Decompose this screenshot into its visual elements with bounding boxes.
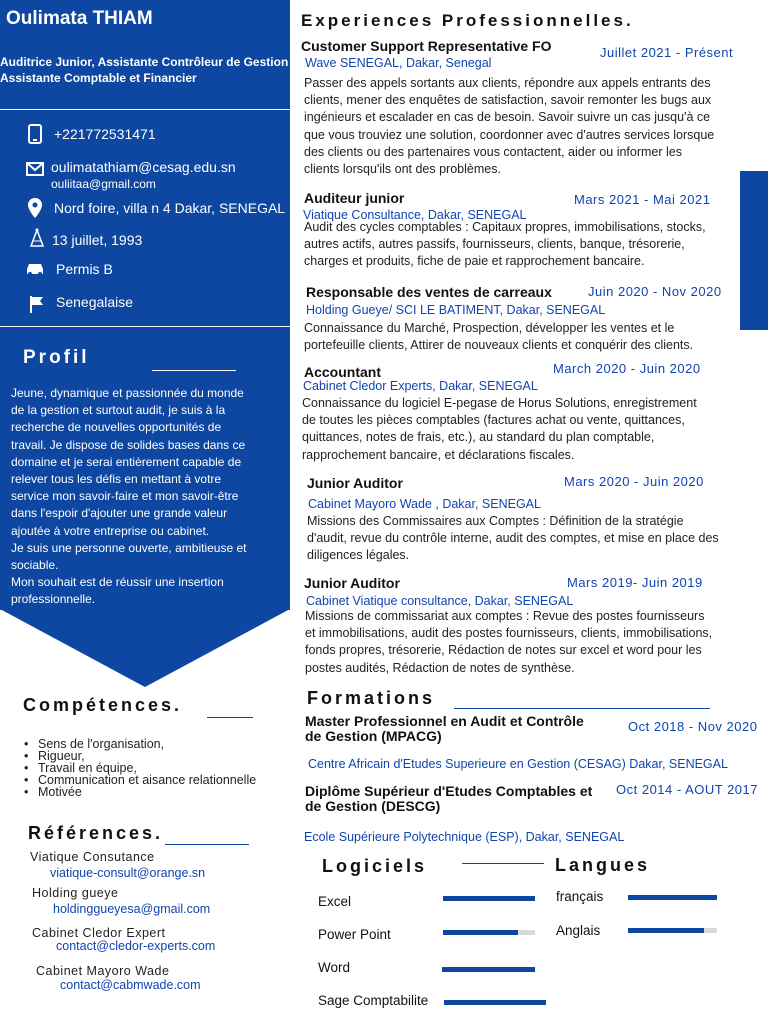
candidate-name: Oulimata THIAM (6, 8, 153, 29)
job-organization: Cabinet Cledor Experts, Dakar, SENEGAL (303, 379, 538, 393)
references-heading-underline (165, 844, 249, 845)
language-level-fill (628, 928, 704, 933)
job-description: Audit des cycles comptables : Capitaux propres, immobilisations, stocks, autres actifs, autres passifs, fournisseurs, clients, banque, trésorerie, charges et produits, fiche de paie et rapprochement bancaire. (304, 220, 706, 269)
candidate-subtitle (0, 54, 292, 86)
job-description: Connaissance du logiciel E-pegase de Horus Solutions, enregistrement de toutes les pièces comptables (factures achat ou vente, quittances, quittances, notes de frais, etc.), au standard du plan comptable, rapprochement bancaire, et déclarations fiscales. (302, 396, 697, 462)
software-level-bar (443, 930, 535, 935)
software-name: Sage Comptabilite (318, 993, 429, 1008)
skills-list (38, 738, 256, 798)
education-heading-underline (454, 708, 710, 709)
list-item: • Communication et aisance relationnelle (38, 774, 256, 786)
degree-date: Oct 2014 - AOUT 2017 (616, 782, 758, 797)
degree-title (305, 784, 592, 814)
job-date: Mars 2019- Juin 2019 (567, 575, 703, 590)
degree-title-line: Diplôme Supérieur d'Etudes Comptables et (305, 783, 593, 799)
email-icon (25, 159, 45, 179)
job-date: Juillet 2021 - Présent (600, 45, 734, 60)
subtitle-line-1: Auditrice Junior, Assistante Contrôleur de Gestion (0, 55, 289, 69)
degree-date: Oct 2018 - Nov 2020 (628, 719, 758, 734)
language-level-bar (628, 895, 717, 900)
experience-heading: Experiences Professionnelles. (301, 11, 634, 30)
job-description: Missions des Commissaires aux Comptes : Définition de la stratégie d'audit, revue du contrôle interne, audit des comptes, et mise en place des diligences légales. (307, 514, 719, 563)
job-date: Mars 2020 - Juin 2020 (564, 474, 704, 489)
job-title: Responsable des ventes de carreaux (306, 284, 552, 300)
reference-email[interactable]: contact@cabmwade.com (60, 978, 201, 992)
license-text: Permis B (56, 261, 113, 277)
location-pin-icon (25, 198, 45, 218)
divider (0, 109, 290, 110)
school-name: Ecole Supérieure Polytechnique (ESP), Dakar, SENEGAL (304, 830, 625, 844)
degree-title-line: Master Professionnel en Audit et Contrôle (305, 713, 584, 729)
job-title: Junior Auditor (307, 475, 403, 491)
software-name: Power Point (318, 927, 391, 942)
list-item: • Sens de l'organisation, (38, 738, 256, 750)
job-organization: Cabinet Viatique consultance, Dakar, SENEGAL (306, 594, 574, 608)
reference-name: Viatique Consutance (30, 850, 155, 864)
flag-icon (27, 294, 47, 314)
subtitle-line-2: Assistante Comptable et Financier (0, 71, 197, 85)
job-organization: Holding Gueye/ SCI LE BATIMENT, Dakar, SENEGAL (306, 303, 606, 317)
nationality-text: Senegalaise (56, 294, 134, 310)
reference-name: Cabinet Cledor Expert (32, 926, 166, 940)
profile-heading-underline (152, 370, 236, 371)
education-heading: Formations (307, 688, 436, 708)
sidebar-chevron (0, 609, 290, 689)
list-item: • Motivée (38, 786, 256, 798)
job-title: Customer Support Representative FO (301, 38, 552, 54)
language-name: français (556, 889, 604, 904)
list-item: • Travail en équipe, (38, 762, 256, 774)
software-level-fill (442, 967, 535, 972)
software-level-bar (443, 896, 535, 901)
software-heading-underline (462, 863, 544, 864)
languages-heading: Langues (555, 855, 651, 875)
software-level-fill (443, 896, 535, 901)
degree-title-line: de Gestion (MPACG) (305, 728, 442, 744)
profile-heading: Profil (23, 347, 90, 368)
software-name: Excel (318, 894, 352, 909)
software-heading: Logiciels (322, 856, 428, 876)
software-level-fill (444, 1000, 546, 1005)
language-level-fill (628, 895, 717, 900)
phone-text[interactable]: +221772531471 (54, 126, 156, 142)
address-text: Nord foire, villa n 4 Dakar, SENEGAL (54, 200, 286, 216)
job-date: March 2020 - Juin 2020 (553, 361, 701, 376)
car-icon (25, 259, 45, 279)
degree-title (305, 714, 584, 744)
software-level-bar (442, 967, 535, 972)
software-level-bar (444, 1000, 546, 1005)
job-description: Passer des appels sortants aux clients, répondre aux appels entrants des clients, mener des enquêtes de satisfaction, savoir remonter les bugs aux ingénieurs et escalader en cas de besoin. Savoir suivre un cas jusqu'à ce que vous trouviez une solution, coordonner avec d'autres services lorsque des clients ou des partenaires vous contactent, aider ou informer les clients lorsqu'ils ont des problèmes. (304, 76, 715, 177)
party-hat-icon (27, 228, 47, 248)
job-description: Missions de commissariat aux comptes : Revue des postes fournisseurs et immobilisations, audit des postes fournisseurs, clients, immobilisations, fonds propres, trésorerie, Rédaction de notes sur excel et word pour les postes audités, Rédaction de notes de synthèse. (305, 609, 713, 675)
decorative-bar (740, 171, 768, 330)
software-name: Word (318, 960, 351, 975)
skills-heading-underline (207, 717, 253, 718)
reference-name: Holding gueye (32, 886, 119, 900)
email-text[interactable]: oulimatathiam@cesag.edu.sn (51, 159, 236, 175)
profile-text: Jeune, dynamique et passionnée du monde de la gestion et surtout audit, je suis à la recherche de nouvelles opportunités de travail. Je dispose de solides bases dans ce domaine et je serai entièrement capable de relever tous les défis en mettant à votre service mon savoir-faire et mon savoir-être dans l'espoir d'ajouter une grande valeur ajoutée à votre entreprise ou cabinet. Je suis une personne ouverte, ambitieuse et sociable. Mon souhait est de réussir une insertion professionnelle. (11, 386, 247, 607)
language-level-bar (628, 928, 717, 933)
email-secondary-text[interactable]: ouliitaa@gmail.com (51, 177, 156, 191)
job-title: Auditeur junior (304, 190, 405, 206)
phone-icon (25, 124, 45, 144)
job-organization: Cabinet Mayoro Wade , Dakar, SENEGAL (308, 497, 541, 511)
reference-email[interactable]: holdinggueyesa@gmail.com (53, 902, 211, 916)
job-title: Junior Auditor (304, 575, 400, 591)
birthdate-text: 13 juillet, 1993 (52, 232, 143, 248)
list-item: • Rigueur, (38, 750, 256, 762)
reference-email[interactable]: contact@cledor-experts.com (56, 939, 216, 953)
reference-name: Cabinet Mayoro Wade (36, 964, 170, 978)
job-organization: Viatique Consultance, Dakar, SENEGAL (303, 208, 527, 222)
software-level-fill (443, 930, 518, 935)
degree-title-line: de Gestion (DESCG) (305, 798, 441, 814)
job-title: Accountant (304, 364, 381, 380)
reference-email[interactable]: viatique-consult@orange.sn (50, 866, 206, 880)
school-name: Centre Africain d'Etudes Superieure en Gestion (CESAG) Dakar, SENEGAL (308, 757, 728, 771)
skills-heading: Compétences. (23, 695, 183, 715)
language-name: Anglais (556, 923, 601, 938)
job-date: Mars 2021 - Mai 2021 (574, 192, 711, 207)
job-description: Connaissance du Marché, Prospection, développer les ventes et le portefeuille clients, Attirer de nouveaux clients et conquérir des clients. (304, 321, 694, 353)
divider (0, 326, 290, 327)
references-heading: Références. (28, 823, 164, 843)
job-date: Juin 2020 - Nov 2020 (588, 284, 722, 299)
job-organization: Wave SENEGAL, Dakar, Senegal (305, 56, 492, 70)
